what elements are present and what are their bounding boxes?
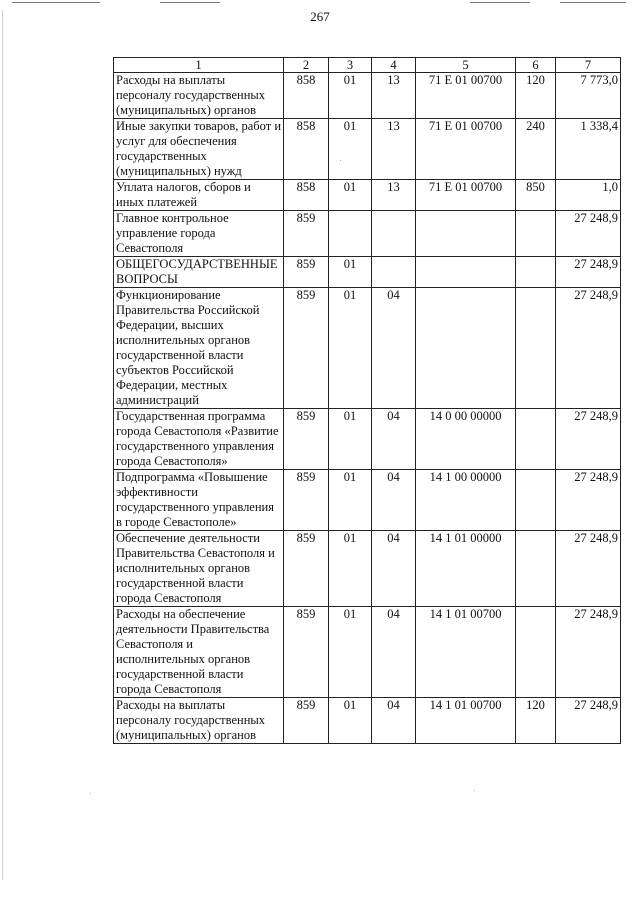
- section-code: 01: [329, 119, 372, 180]
- table-row: [114, 288, 621, 409]
- subsection-code: [372, 257, 416, 288]
- table-row: [114, 470, 621, 531]
- amount: 27 248,9: [556, 531, 621, 607]
- table-row: [114, 698, 621, 744]
- ministry-code: 859: [284, 607, 329, 698]
- amount: 27 248,9: [556, 470, 621, 531]
- expense-type-code: [516, 409, 556, 470]
- target-item-code: 71 Е 01 00700: [416, 119, 516, 180]
- target-item-code: 14 1 01 00700: [416, 607, 516, 698]
- target-item-code: 14 1 01 00000: [416, 531, 516, 607]
- scan-edge-mark: [560, 2, 626, 3]
- ministry-code: 859: [284, 531, 329, 607]
- scan-speck: [90, 793, 91, 794]
- scan-edge-mark: [470, 2, 530, 3]
- expense-type-code: [516, 211, 556, 257]
- section-code: 01: [329, 409, 372, 470]
- section-code: 01: [329, 288, 372, 409]
- expense-type-code: [516, 607, 556, 698]
- expense-type-code: 240: [516, 119, 556, 180]
- expense-name: Обеспечение деятельности Правительства Севастополя и исполнительных органов государственной власти города Севастополя: [114, 531, 284, 607]
- budget-table: [113, 57, 621, 744]
- section-code: 01: [329, 180, 372, 211]
- amount: 27 248,9: [556, 211, 621, 257]
- amount: 27 248,9: [556, 698, 621, 744]
- ministry-code: 859: [284, 257, 329, 288]
- ministry-code: 859: [284, 211, 329, 257]
- ministry-code: 859: [284, 698, 329, 744]
- section-code: [329, 211, 372, 257]
- expense-type-code: 120: [516, 698, 556, 744]
- expense-name: Уплата налогов, сборов и иных платежей: [114, 180, 284, 211]
- amount: 27 248,9: [556, 409, 621, 470]
- column-header: 3: [329, 58, 372, 73]
- expense-name: Расходы на выплаты персоналу государственных (муниципальных) органов: [114, 698, 284, 744]
- expense-name: Иные закупки товаров, работ и услуг для обеспечения государственных (муниципальных) нужд: [114, 119, 284, 180]
- expense-type-code: [516, 531, 556, 607]
- expense-name: Расходы на обеспечение деятельности Правительства Севастополя и исполнительных органов государственной власти города Севастополя: [114, 607, 284, 698]
- expense-name: Подпрограмма «Повышение эффективности государственного управления в городе Севастополе»: [114, 470, 284, 531]
- column-header: 4: [372, 58, 416, 73]
- ministry-code: 859: [284, 409, 329, 470]
- section-code: 01: [329, 257, 372, 288]
- scan-speck: [474, 790, 475, 791]
- scan-edge-mark: [160, 2, 220, 3]
- scan-left-edge: [2, 10, 3, 880]
- amount: 27 248,9: [556, 288, 621, 409]
- ministry-code: 859: [284, 470, 329, 531]
- target-item-code: [416, 288, 516, 409]
- subsection-code: 04: [372, 288, 416, 409]
- expense-type-code: [516, 470, 556, 531]
- expense-name: Государственная программа города Севастополя «Развитие государственного управления города Севастополя»: [114, 409, 284, 470]
- target-item-code: 14 1 01 00700: [416, 698, 516, 744]
- subsection-code: 04: [372, 607, 416, 698]
- section-code: 01: [329, 607, 372, 698]
- subsection-code: 04: [372, 409, 416, 470]
- amount: 7 773,0: [556, 73, 621, 119]
- table-row: [114, 119, 621, 180]
- subsection-code: 13: [372, 180, 416, 211]
- table-row: [114, 180, 621, 211]
- ministry-code: 858: [284, 180, 329, 211]
- column-header: 6: [516, 58, 556, 73]
- expense-name: Расходы на выплаты персоналу государственных (муниципальных) органов: [114, 73, 284, 119]
- table-row: [114, 607, 621, 698]
- subsection-code: 04: [372, 698, 416, 744]
- target-item-code: [416, 257, 516, 288]
- subsection-code: 04: [372, 470, 416, 531]
- expense-type-code: 850: [516, 180, 556, 211]
- subsection-code: 04: [372, 531, 416, 607]
- column-header: 2: [284, 58, 329, 73]
- expense-type-code: 120: [516, 73, 556, 119]
- table-row: [114, 211, 621, 257]
- subsection-code: 13: [372, 119, 416, 180]
- section-code: 01: [329, 73, 372, 119]
- ministry-code: 859: [284, 288, 329, 409]
- expense-type-code: [516, 257, 556, 288]
- amount: 27 248,9: [556, 257, 621, 288]
- page-number: 267: [310, 9, 330, 24]
- target-item-code: 14 1 00 00000: [416, 470, 516, 531]
- expense-name: Главное контрольное управление города Севастополя: [114, 211, 284, 257]
- table-row: [114, 531, 621, 607]
- amount: 27 248,9: [556, 607, 621, 698]
- table-row: [114, 73, 621, 119]
- table-row: [114, 257, 621, 288]
- column-header: 5: [416, 58, 516, 73]
- section-code: 01: [329, 698, 372, 744]
- table-row: [114, 409, 621, 470]
- column-header: 7: [556, 58, 621, 73]
- target-item-code: 71 Е 01 00700: [416, 180, 516, 211]
- amount: 1,0: [556, 180, 621, 211]
- scan-edge-mark: [12, 2, 100, 3]
- column-header: 1: [114, 58, 284, 73]
- expense-name: Функционирование Правительства Российской Федерации, высших исполнительных органов государственной власти субъектов Российской Федерации, местных администраций: [114, 288, 284, 409]
- target-item-code: 71 Е 01 00700: [416, 73, 516, 119]
- table-header-row: [114, 58, 621, 73]
- ministry-code: 858: [284, 119, 329, 180]
- target-item-code: [416, 211, 516, 257]
- ministry-code: 858: [284, 73, 329, 119]
- section-code: 01: [329, 470, 372, 531]
- subsection-code: 13: [372, 73, 416, 119]
- expense-name: ОБЩЕГОСУДАРСТВЕННЫЕ ВОПРОСЫ: [114, 257, 284, 288]
- amount: 1 338,4: [556, 119, 621, 180]
- scan-speck: [340, 160, 341, 161]
- subsection-code: [372, 211, 416, 257]
- target-item-code: 14 0 00 00000: [416, 409, 516, 470]
- section-code: 01: [329, 531, 372, 607]
- expense-type-code: [516, 288, 556, 409]
